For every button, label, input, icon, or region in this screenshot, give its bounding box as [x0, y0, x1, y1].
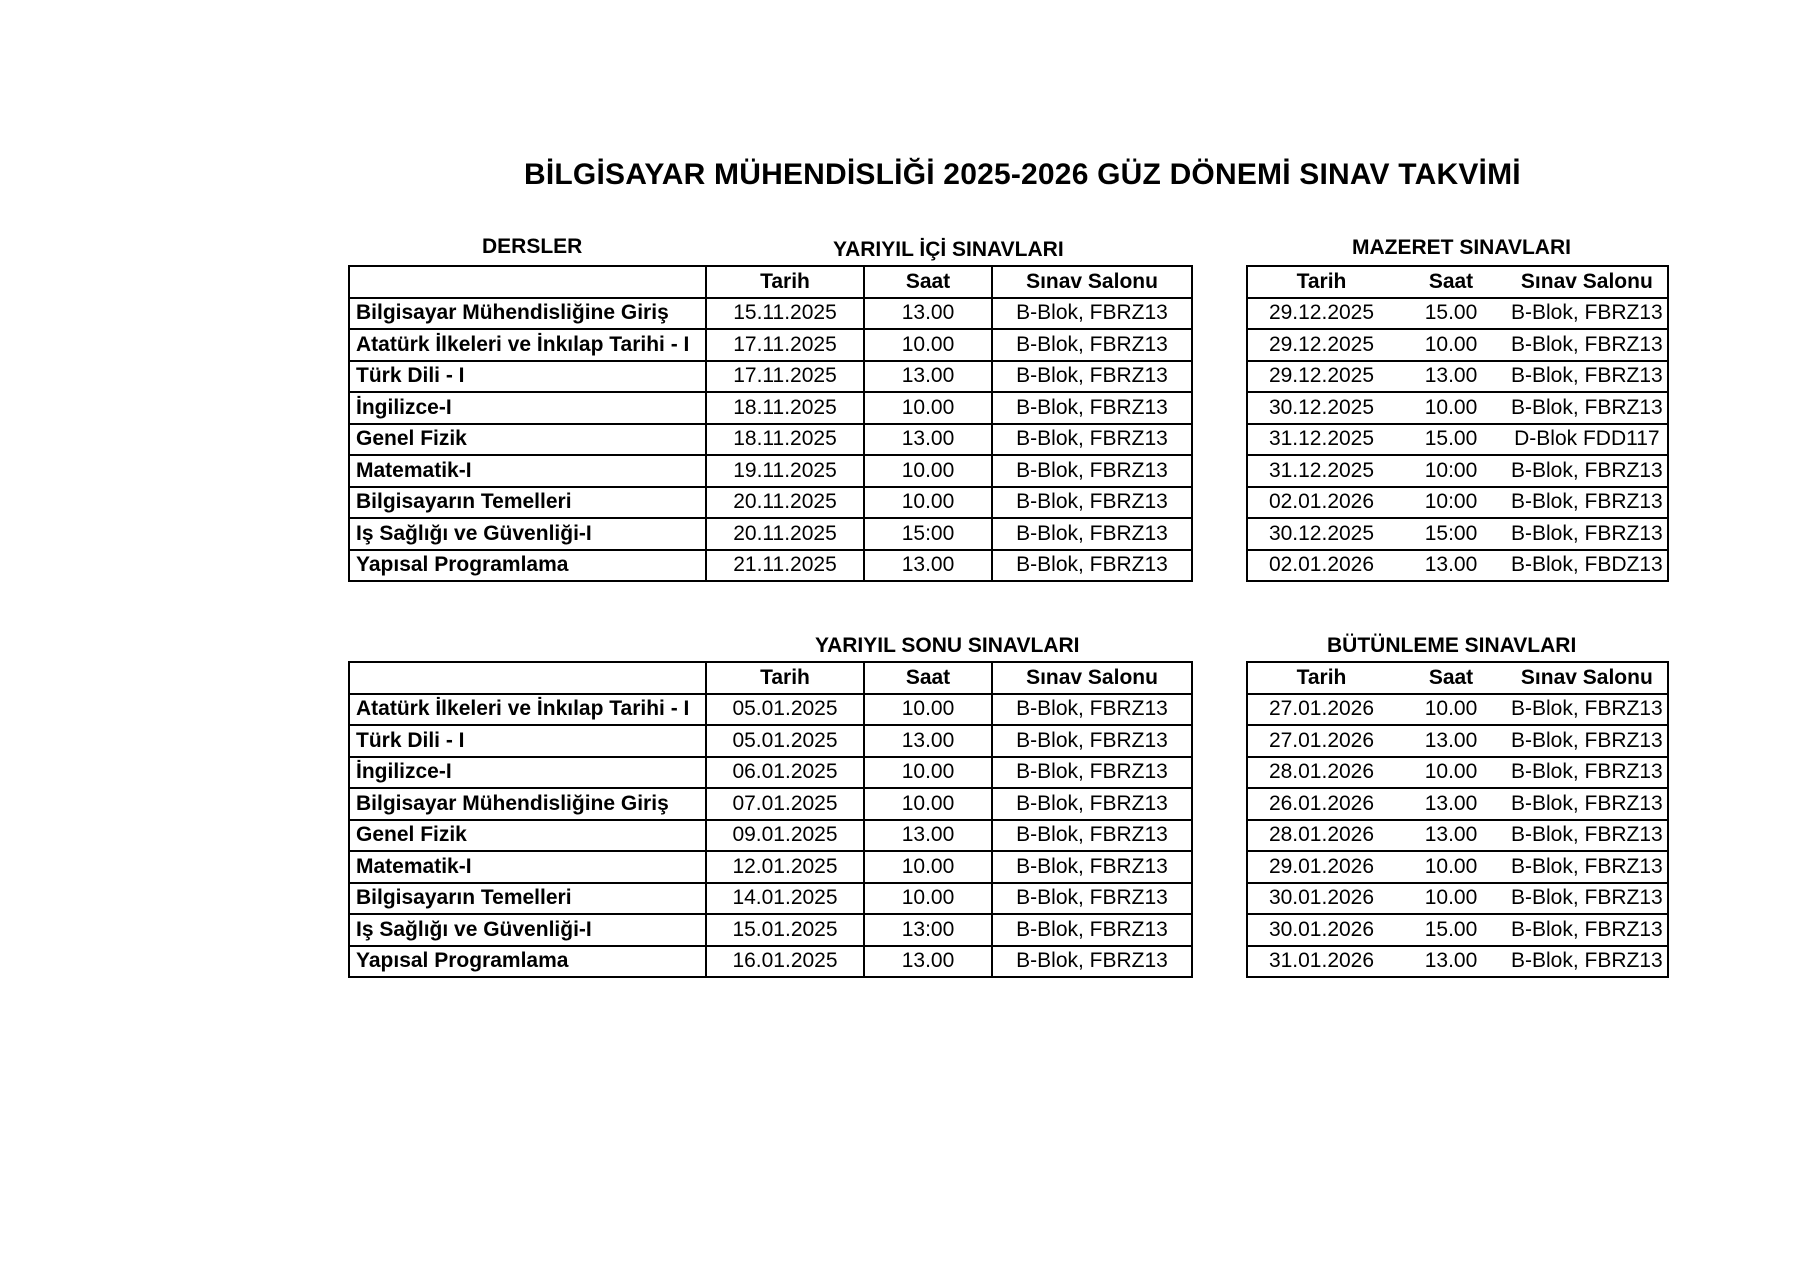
room-cell: B-Blok, FBRZ13	[1507, 851, 1668, 883]
table-header-row	[349, 662, 1192, 694]
time-cell: 13.00	[1395, 550, 1507, 582]
table-row	[1247, 329, 1668, 361]
page-title: BİLGİSAYAR MÜHENDİSLİĞİ 2025-2026 GÜZ DÖNEMİ SINAV TAKVİMİ	[524, 158, 1521, 191]
time-cell: 13.00	[864, 424, 992, 456]
makeup-heading: MAZERET SINAVLARI	[1352, 236, 1571, 259]
time-cell: 15.00	[1395, 914, 1507, 946]
table-row	[1247, 361, 1668, 393]
table-row	[1247, 788, 1668, 820]
time-cell: 13.00	[864, 361, 992, 393]
room-cell: D-Blok FDD117	[1507, 424, 1668, 456]
table-row	[1247, 757, 1668, 789]
course-cell: Yapısal Programlama	[349, 550, 706, 582]
room-cell: B-Blok, FBRZ13	[992, 298, 1192, 330]
table-row	[1247, 455, 1668, 487]
course-cell: Atatürk İlkeleri ve İnkılap Tarihi - I	[349, 694, 706, 726]
time-cell: 10.00	[1395, 392, 1507, 424]
room-cell: B-Blok, FBRZ13	[992, 455, 1192, 487]
date-cell: 16.01.2025	[706, 946, 864, 978]
time-cell: 13.00	[864, 725, 992, 757]
time-cell: 13.00	[864, 820, 992, 852]
date-cell: 06.01.2025	[706, 757, 864, 789]
course-cell: Türk Dili - I	[349, 725, 706, 757]
room-cell: B-Blok, FBRZ13	[1507, 392, 1668, 424]
table-row	[349, 914, 1192, 946]
column-header-date: Tarih	[706, 662, 864, 694]
time-cell: 10.00	[864, 392, 992, 424]
date-cell: 07.01.2025	[706, 788, 864, 820]
time-cell: 10.00	[864, 757, 992, 789]
column-header-date: Tarih	[706, 266, 864, 298]
date-cell: 18.11.2025	[706, 424, 864, 456]
time-cell: 10:00	[1395, 455, 1507, 487]
date-cell: 30.01.2026	[1247, 883, 1395, 915]
resit-heading: BÜTÜNLEME SINAVLARI	[1327, 634, 1577, 657]
date-cell: 28.01.2026	[1247, 757, 1395, 789]
table-row	[349, 550, 1192, 582]
time-cell: 15.00	[1395, 298, 1507, 330]
table-row	[1247, 851, 1668, 883]
room-cell: B-Blok, FBRZ13	[1507, 820, 1668, 852]
table-row	[349, 361, 1192, 393]
time-cell: 13:00	[864, 914, 992, 946]
table-row	[1247, 550, 1668, 582]
date-cell: 18.11.2025	[706, 392, 864, 424]
room-cell: B-Blok, FBRZ13	[1507, 946, 1668, 978]
room-cell: B-Blok, FBRZ13	[992, 788, 1192, 820]
course-cell: Atatürk İlkeleri ve İnkılap Tarihi - I	[349, 329, 706, 361]
room-cell: B-Blok, FBRZ13	[992, 361, 1192, 393]
table-row	[349, 392, 1192, 424]
column-header-date: Tarih	[1247, 266, 1395, 298]
date-cell: 19.11.2025	[706, 455, 864, 487]
date-cell: 30.12.2025	[1247, 392, 1395, 424]
room-cell: B-Blok, FBRZ13	[1507, 694, 1668, 726]
time-cell: 13.00	[1395, 361, 1507, 393]
table-row	[1247, 914, 1668, 946]
table-row	[349, 455, 1192, 487]
room-cell: B-Blok, FBRZ13	[1507, 518, 1668, 550]
date-cell: 31.01.2026	[1247, 946, 1395, 978]
room-cell: B-Blok, FBRZ13	[992, 883, 1192, 915]
column-header-date: Tarih	[1247, 662, 1395, 694]
table-row	[349, 329, 1192, 361]
table-row	[1247, 694, 1668, 726]
date-cell: 17.11.2025	[706, 361, 864, 393]
room-cell: B-Blok, FBRZ13	[1507, 883, 1668, 915]
time-cell: 13.00	[1395, 725, 1507, 757]
room-cell: B-Blok, FBRZ13	[992, 424, 1192, 456]
room-cell: B-Blok, FBRZ13	[1507, 725, 1668, 757]
date-cell: 27.01.2026	[1247, 725, 1395, 757]
table-row	[1247, 392, 1668, 424]
date-cell: 31.12.2025	[1247, 455, 1395, 487]
date-cell: 29.12.2025	[1247, 298, 1395, 330]
table-row	[1247, 820, 1668, 852]
table-row	[349, 946, 1192, 978]
table-row	[1247, 725, 1668, 757]
column-header-time: Saat	[1395, 662, 1507, 694]
date-cell: 29.01.2026	[1247, 851, 1395, 883]
date-cell: 02.01.2026	[1247, 550, 1395, 582]
table-row	[349, 424, 1192, 456]
room-cell: B-Blok, FBRZ13	[1507, 914, 1668, 946]
course-cell: Bilgisayar Mühendisliğine Giriş	[349, 298, 706, 330]
table-row	[1247, 518, 1668, 550]
room-cell: B-Blok, FBRZ13	[992, 914, 1192, 946]
date-cell: 28.01.2026	[1247, 820, 1395, 852]
date-cell: 31.12.2025	[1247, 424, 1395, 456]
room-cell: B-Blok, FBRZ13	[992, 946, 1192, 978]
date-cell: 29.12.2025	[1247, 329, 1395, 361]
column-header-course	[349, 266, 706, 298]
time-cell: 10:00	[1395, 487, 1507, 519]
room-cell: B-Blok, FBDZ13	[1507, 550, 1668, 582]
course-cell: Türk Dili - I	[349, 361, 706, 393]
table-row	[349, 518, 1192, 550]
date-cell: 30.01.2026	[1247, 914, 1395, 946]
course-cell: Matematik-I	[349, 851, 706, 883]
date-cell: 12.01.2025	[706, 851, 864, 883]
resit-table	[1246, 661, 1669, 978]
table-header-row	[349, 266, 1192, 298]
date-cell: 20.11.2025	[706, 518, 864, 550]
table-row	[349, 788, 1192, 820]
date-cell: 20.11.2025	[706, 487, 864, 519]
room-cell: B-Blok, FBRZ13	[1507, 455, 1668, 487]
date-cell: 15.11.2025	[706, 298, 864, 330]
course-cell: İngilizce-I	[349, 757, 706, 789]
table-row	[349, 851, 1192, 883]
room-cell: B-Blok, FBRZ13	[1507, 298, 1668, 330]
column-header-room: Sınav Salonu	[992, 266, 1192, 298]
midterm-heading: YARIYIL İÇİ SINAVLARI	[833, 238, 1064, 261]
time-cell: 10.00	[1395, 694, 1507, 726]
date-cell: 02.01.2026	[1247, 487, 1395, 519]
date-cell: 05.01.2025	[706, 694, 864, 726]
time-cell: 15.00	[1395, 424, 1507, 456]
column-header-room: Sınav Salonu	[1507, 662, 1668, 694]
room-cell: B-Blok, FBRZ13	[992, 550, 1192, 582]
makeup-table	[1246, 265, 1669, 582]
column-header-time: Saat	[1395, 266, 1507, 298]
date-cell: 15.01.2025	[706, 914, 864, 946]
column-header-time: Saat	[864, 662, 992, 694]
room-cell: B-Blok, FBRZ13	[992, 392, 1192, 424]
table-row	[349, 694, 1192, 726]
courses-heading: DERSLER	[482, 235, 583, 258]
column-header-course	[349, 662, 706, 694]
course-cell: Bilgisayar Mühendisliğine Giriş	[349, 788, 706, 820]
course-cell: Genel Fizik	[349, 424, 706, 456]
course-cell: İngilizce-I	[349, 392, 706, 424]
table-row	[1247, 487, 1668, 519]
room-cell: B-Blok, FBRZ13	[992, 487, 1192, 519]
table-row	[349, 757, 1192, 789]
course-cell: Iş Sağlığı ve Güvenliği-I	[349, 518, 706, 550]
table-row	[1247, 883, 1668, 915]
date-cell: 27.01.2026	[1247, 694, 1395, 726]
room-cell: B-Blok, FBRZ13	[992, 518, 1192, 550]
table-row	[349, 725, 1192, 757]
date-cell: 26.01.2026	[1247, 788, 1395, 820]
table-row	[349, 820, 1192, 852]
time-cell: 13.00	[864, 550, 992, 582]
course-cell: Genel Fizik	[349, 820, 706, 852]
room-cell: B-Blok, FBRZ13	[992, 757, 1192, 789]
table-row	[1247, 298, 1668, 330]
room-cell: B-Blok, FBRZ13	[1507, 757, 1668, 789]
room-cell: B-Blok, FBRZ13	[1507, 361, 1668, 393]
time-cell: 10.00	[1395, 757, 1507, 789]
table-row	[349, 298, 1192, 330]
table-row	[349, 883, 1192, 915]
table-row	[1247, 424, 1668, 456]
room-cell: B-Blok, FBRZ13	[992, 694, 1192, 726]
time-cell: 10.00	[1395, 329, 1507, 361]
column-header-room: Sınav Salonu	[992, 662, 1192, 694]
time-cell: 13.00	[1395, 820, 1507, 852]
time-cell: 10.00	[864, 487, 992, 519]
course-cell: Iş Sağlığı ve Güvenliği-I	[349, 914, 706, 946]
time-cell: 10.00	[864, 455, 992, 487]
table-header-row	[1247, 266, 1668, 298]
time-cell: 15:00	[864, 518, 992, 550]
time-cell: 10.00	[864, 851, 992, 883]
time-cell: 10.00	[864, 883, 992, 915]
time-cell: 15:00	[1395, 518, 1507, 550]
time-cell: 10.00	[1395, 883, 1507, 915]
room-cell: B-Blok, FBRZ13	[992, 851, 1192, 883]
room-cell: B-Blok, FBRZ13	[992, 820, 1192, 852]
course-cell: Bilgisayarın Temelleri	[349, 487, 706, 519]
date-cell: 05.01.2025	[706, 725, 864, 757]
column-header-room: Sınav Salonu	[1507, 266, 1668, 298]
midterm-table	[348, 265, 1193, 582]
column-header-time: Saat	[864, 266, 992, 298]
time-cell: 10.00	[864, 329, 992, 361]
date-cell: 09.01.2025	[706, 820, 864, 852]
time-cell: 13.00	[1395, 788, 1507, 820]
date-cell: 21.11.2025	[706, 550, 864, 582]
course-cell: Yapısal Programlama	[349, 946, 706, 978]
date-cell: 29.12.2025	[1247, 361, 1395, 393]
time-cell: 13.00	[864, 298, 992, 330]
room-cell: B-Blok, FBRZ13	[1507, 487, 1668, 519]
room-cell: B-Blok, FBRZ13	[1507, 329, 1668, 361]
time-cell: 13.00	[864, 946, 992, 978]
room-cell: B-Blok, FBRZ13	[992, 329, 1192, 361]
room-cell: B-Blok, FBRZ13	[992, 725, 1192, 757]
time-cell: 13.00	[1395, 946, 1507, 978]
room-cell: B-Blok, FBRZ13	[1507, 788, 1668, 820]
course-cell: Matematik-I	[349, 455, 706, 487]
date-cell: 17.11.2025	[706, 329, 864, 361]
date-cell: 14.01.2025	[706, 883, 864, 915]
date-cell: 30.12.2025	[1247, 518, 1395, 550]
final-heading: YARIYIL SONU SINAVLARI	[815, 634, 1080, 657]
time-cell: 10.00	[864, 694, 992, 726]
final-table	[348, 661, 1193, 978]
time-cell: 10.00	[1395, 851, 1507, 883]
table-header-row	[1247, 662, 1668, 694]
table-row	[1247, 946, 1668, 978]
course-cell: Bilgisayarın Temelleri	[349, 883, 706, 915]
time-cell: 10.00	[864, 788, 992, 820]
table-row	[349, 487, 1192, 519]
